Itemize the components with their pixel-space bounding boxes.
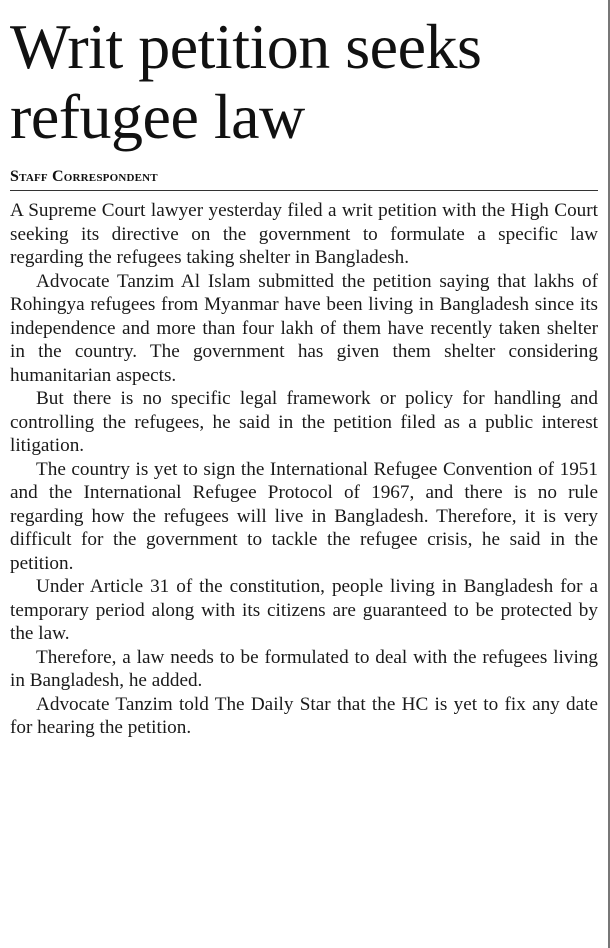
paragraph: The country is yet to sign the International Refugee Convention of 1951 and the International Refugee Protocol of 1967, and there is no rule regarding how the refugees will live in Bangladesh. Therefore, it is very difficult for the government to tackle the refugee crisis, he said in the petition. [10,458,598,574]
byline: Staff Correspondent [10,168,158,185]
byline-divider [10,190,598,191]
paragraph: Under Article 31 of the constitution, people living in Bangladesh for a temporary period along with its citizens are guaranteed to be protected by the law. [10,576,598,644]
headline: Writ petition seeks refugee law [10,11,482,152]
article-body [10,199,598,740]
paragraph: Therefore, a law needs to be formulated to deal with the refugees living in Bangladesh, he added. [10,646,598,691]
paragraph: Advocate Tanzim told The Daily Star that the HC is yet to fix any date for hearing the petition. [10,693,598,738]
news-article [10,0,598,740]
paragraph: Advocate Tanzim Al Islam submitted the petition saying that lakhs of Rohingya refugees from Myanmar have been living in Bangladesh since its independence and more than four lakh of them have recently taken shelter in the country. The government has given them shelter considering humanitarian aspects. [10,270,598,386]
paragraph: A Supreme Court lawyer yesterday filed a writ petition with the High Court seeking its directive on the government to formulate a specific law regarding the refugees taking shelter in Bangladesh. [10,200,598,268]
paragraph: But there is no specific legal framework or policy for handling and controlling the refugees, he said in the petition filed as a public interest litigation. [10,388,598,456]
